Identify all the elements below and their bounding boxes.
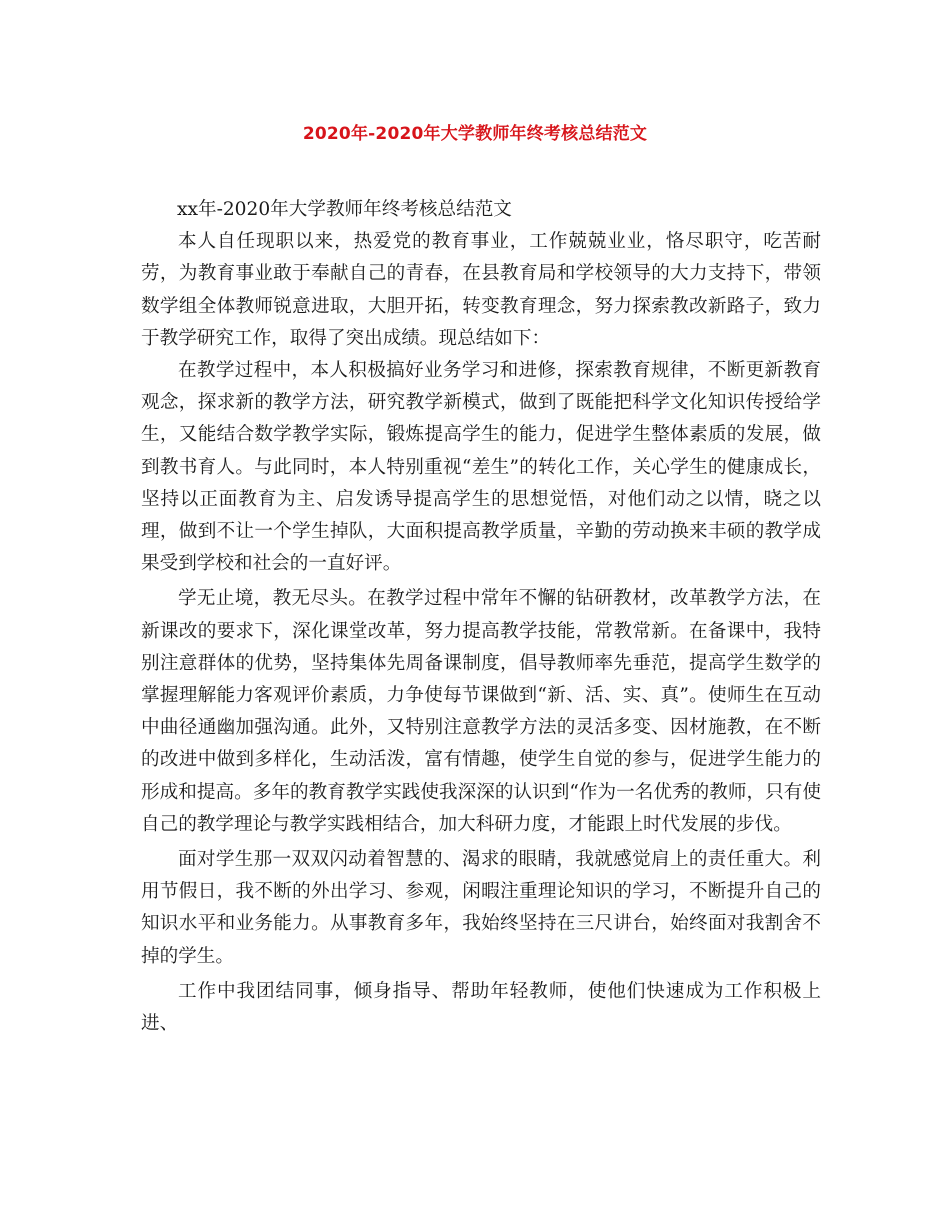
paragraph-teaching-process: 在教学过程中，本人积极搞好业务学习和进修，探索教育规律，不断更新教育观念，探求新的教学方法，研究教学新模式，做到了既能把科学文化知识传授给学生，又能结合数学教学实际，锻炼提高学生的能力，促进学生整体素质的发展，做到教书育人。与此同时，本人特别重视“差生”的转化工作，关心学生的健康成长，坚持以正面教育为主、启发诱导提高学生的思想觉悟，对他们动之以情，晓之以理，做到不让一个学生掉队，大面积提高教学质量，辛勤的劳动换来丰硕的教学成果受到学校和社会的一直好评。 bbox=[141, 360, 821, 575]
paragraph-responsibility: 面对学生那一双双闪动着智慧的、渴求的眼睛，我就感觉肩上的责任重大。利用节假日，我不断的外出学习、参观，闲暇注重理论知识的学习，不断提升自己的知识水平和业务能力。从事教育多年，我始终坚持在三尺讲台，始终面对我割舍不掉的学生。 bbox=[141, 849, 821, 967]
document-subtitle: xx年-2020年大学教师年终考核总结范文 bbox=[177, 199, 512, 220]
paragraph-colleagues: 工作中我团结同事，倾身指导、帮助年轻教师，使他们快速成为工作积极上进、 bbox=[141, 980, 821, 1035]
document-title: 2020年-2020年大学教师年终考核总结范文 bbox=[302, 124, 648, 144]
paragraph-continuous-learning: 学无止境，教无尽头。在教学过程中常年不懈的钻研教材，改革教学方法，在新课改的要求下，深化课堂改革，努力提高教学技能，常教常新。在备课中，我特别注意群体的优势，坚持集体先周备课制度，倡导教师率先垂范，提高学生数学的掌握理解能力客观评价素质，力争使每节课做到“新、活、实、真”。使师生在互动中曲径通幽加强沟通。此外，又特别注意教学方法的灵活多变、因材施教，在不断的改进中做到多样化，生动活泼，富有情趣，使学生自觉的参与，促进学生能力的形成和提高。多年的教育教学实践使我深深的认识到“作为一名优秀的教师，只有使自己的教学理论与教学实践相结合，加大科研力度，才能跟上时代发展的步伐。 bbox=[141, 588, 821, 835]
document-body bbox=[141, 194, 821, 1040]
paragraph-intro: 本人自任现职以来，热爱党的教育事业，工作兢兢业业，恪尽职守，吃苦耐劳，为教育事业敢于奉献自己的青春，在县教育局和学校领导的大力支持下，带领数学组全体教师锐意进取，大胆开拓，转变教育理念，努力探索教改新路子，致力于教学研究工作，取得了突出成绩。现总结如下： bbox=[141, 231, 821, 349]
